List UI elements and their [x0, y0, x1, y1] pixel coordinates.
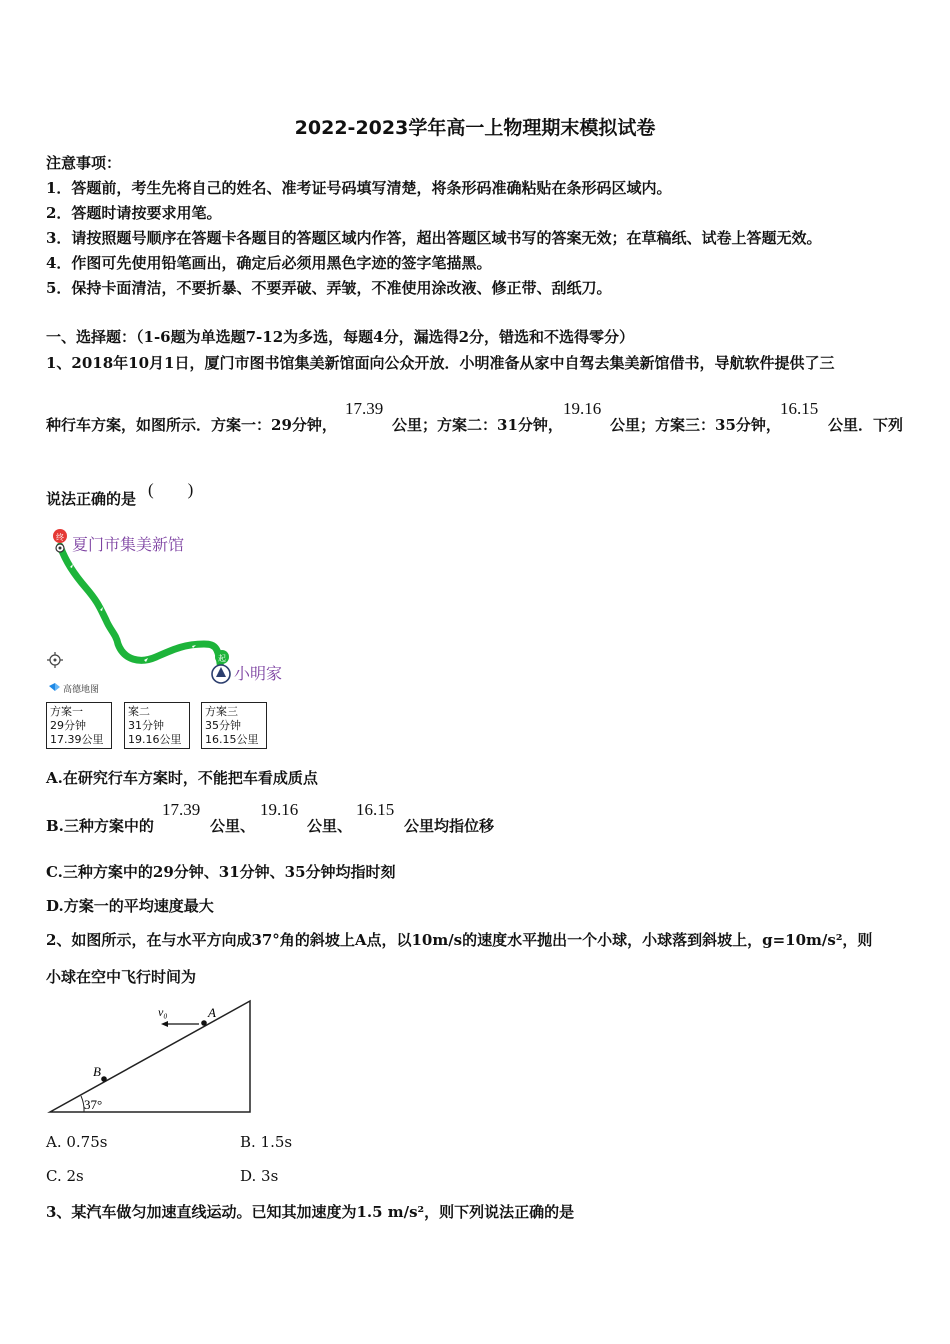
plan-3-time: 35分钟 — [205, 719, 241, 732]
notice-item-2: 2．答题时请按要求用笔。 — [46, 204, 222, 222]
q2-option-d: D. 3s — [240, 1167, 279, 1185]
destination-marker — [53, 529, 67, 552]
point-b-label: B — [93, 1064, 101, 1079]
notice-heading: 注意事项： — [46, 154, 122, 172]
q1-value-2: 19.16 — [563, 399, 602, 418]
plan-3-name: 方案三 — [205, 705, 238, 718]
start-label: 小明家 — [234, 664, 283, 683]
plan-1-time: 29分钟 — [50, 719, 86, 732]
q1-value-1: 17.39 — [345, 399, 384, 418]
q2-line1: 2、如图所示，在与水平方向成37°角的斜坡上A点，以10m/s的速度水平抛出一个小球，小球落到斜坡上，g=10m/s²，则 — [46, 931, 873, 949]
q1-option-b-prefix: B.三种方案中的 — [46, 817, 154, 835]
route-path — [60, 546, 221, 672]
q1-line3: 说法正确的是 — [46, 490, 137, 508]
brand-logo-icon — [49, 683, 60, 691]
destination-label: 夏门市集美新馆 — [72, 535, 185, 554]
q1-option-b-sep-2: 公里、 — [307, 817, 353, 835]
notice-item-1: 1．答题前，考生先将自己的姓名、准考证号码填写清楚，将条形码准确粘贴在条形码区域内。 — [46, 179, 672, 197]
plan-1-name: 方案一 — [50, 705, 83, 718]
q1-option-b-value-3: 16.15 — [356, 800, 395, 819]
q1-option-a: A.在研究行车方案时，不能把车看成质点 — [46, 769, 318, 787]
page-title: 2022-2023学年高一上物理期末模拟试卷 — [294, 117, 656, 139]
route-map — [44, 522, 344, 702]
slope-figure — [44, 995, 258, 1117]
plan-2-name: 案二 — [128, 705, 150, 718]
plan-box-1 — [46, 702, 112, 749]
plan-2-distance: 19.16公里 — [128, 733, 182, 746]
q1-option-b-suffix: 公里均指位移 — [404, 817, 495, 835]
q2-option-b: B. 1.5s — [240, 1133, 293, 1151]
q1-option-b-value-2: 19.16 — [260, 800, 299, 819]
q1-value-3: 16.15 — [780, 399, 819, 418]
point-a-label: A — [208, 1005, 216, 1020]
slope-triangle — [50, 1001, 250, 1112]
q1-option-b-sep-1: 公里、 — [210, 817, 256, 835]
q3-line1: 3、某汽车做匀加速直线运动。已知其加速度为1.5 m/s²，则下列说法正确的是 — [46, 1203, 575, 1221]
q1-line2c: 公里；方案三：35分钟， — [610, 416, 781, 434]
q1-option-d: D.方案一的平均速度最大 — [46, 897, 214, 915]
plan-box-3 — [201, 702, 267, 749]
locate-icon — [47, 652, 63, 668]
q1-line2b: 公里；方案二：31分钟， — [392, 416, 563, 434]
q1-answer-paren: ( ) — [148, 480, 194, 499]
q1-line2a: 种行车方案，如图所示．方案一：29分钟， — [46, 416, 337, 434]
q1-line2d: 公里．下列 — [828, 416, 904, 434]
notice-item-4: 4．作图可先使用铅笔画出，确定后必须用黑色字迹的签字笔描黑。 — [46, 254, 492, 272]
point-b — [101, 1076, 107, 1082]
plan-box-2 — [124, 702, 190, 749]
brand-label: 高德地图 — [63, 685, 100, 695]
destination-marker-label: 终 — [56, 533, 64, 542]
q1-line1: 1、2018年10月1日，厦门市图书馆集美新馆面向公众开放．小明准备从家中自驾去集美新馆借书，导航软件提供了三 — [46, 354, 835, 372]
plan-3-distance: 16.15公里 — [205, 733, 259, 746]
q2-option-c: C. 2s — [46, 1167, 84, 1185]
q1-option-b-value-1: 17.39 — [162, 800, 201, 819]
point-a — [201, 1020, 207, 1026]
section-heading: 一、选择题：（1-6题为单选题7-12为多选，每题4分，漏选得2分，错选和不选得零分） — [46, 328, 635, 346]
angle-label: 37° — [84, 1097, 103, 1112]
plan-2-time: 31分钟 — [128, 719, 164, 732]
start-marker — [212, 650, 230, 683]
q2-option-a: A. 0.75s — [46, 1133, 108, 1151]
q2-line2: 小球在空中飞行时间为 — [46, 968, 197, 986]
plan-1-distance: 17.39公里 — [50, 733, 104, 746]
start-marker-label: 起 — [218, 654, 226, 663]
notice-item-5: 5．保持卡面清洁，不要折暴、不要弄破、弄皱，不准使用涂改液、修正带、刮纸刀。 — [46, 279, 612, 297]
velocity-label: v₀ — [158, 1005, 168, 1019]
notice-item-3: 3．请按照题号顺序在答题卡各题目的答题区域内作答，超出答题区域书写的答案无效；在草稿纸、试卷上答题无效。 — [46, 229, 822, 247]
q1-option-c: C.三种方案中的29分钟、31分钟、35分钟均指时刻 — [46, 863, 396, 881]
velocity-arrow — [161, 1021, 199, 1027]
